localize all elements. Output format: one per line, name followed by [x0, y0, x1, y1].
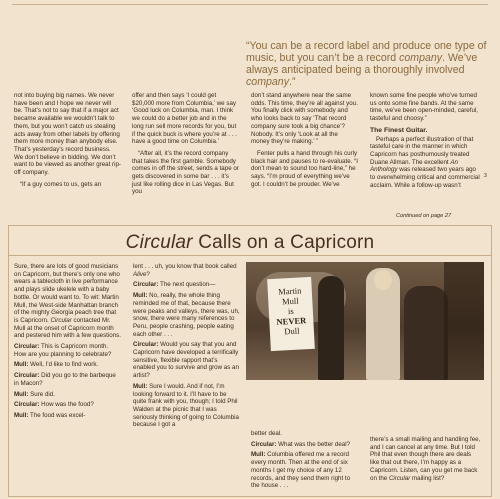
pull-quote: “You can be a record label and produce one type of music, but you can’t be a record company. We’ve always anticipated being a thoroughly involved company.” — [246, 40, 487, 88]
article-column-4 — [370, 92, 482, 193]
box-title-divider — [8, 255, 492, 256]
page-number: 3 — [484, 173, 487, 179]
paragraph: “After all, it’s the record company that takes the first gamble. Somebody comes in off the street, sends a tape or gets discovered in some bar . . . it’s just like rolling dice in Las Vegas. But you — [132, 149, 239, 196]
paragraph: offer and then says ‘I could get $20,000 more from Columbia,’ we say ‘Good luck on Columbia, man. I think we could do a better job and in the long run sell more records for you, but if the quick buck is where you’re at . . . have a good time on Columbia.’ — [132, 92, 237, 146]
section-heading: The Finest Guitar. — [370, 126, 428, 134]
interview-column-4: there’s a small mailing and handling fee, and I can cancel at any time. But I told Phil that even though there are deals like that out there, I’m happy as a Capricorn. Listen, can you get me back on the Circular mailing list? — [370, 436, 481, 482]
interview-column-1: Sure, there are lots of good musicians on Capricorn, but there’s only one who wears a tablecloth in live performance and plays slide ukelele with a baby bottle. Or would want to. To wit: Martin Mull, the West-side Manhattan branch of the mighty Georgia peach tree that is Capricorn. Circular contacted Mr. Mull at the onset of Capricorn month and pestered him with a few questions. Circular: This is Capricorn month. How are you planning to celebrate? Mull: Well, I’d like to find work. Circular: Did you go to the barbeque in Macon? Mull: Sure did. Circular: How was the food? Mull: The food was excel- — [14, 263, 121, 419]
interview-column-2: lent . . . uh, you know that book called Alive? Circular: The next question— Mull: No, really, the whole thing reminded me of that, because there were peaks and valleys, there was, uh, snow, there were many references to Peru, people crashing, people eating each other . . . Circular: Would you say that you and Capricorn have developed a terrifically sensitive, flexible rapport that’s enabled you to survive and grow as an artist? Mull: Sure I would. And if not, I’m looking forward to it. I’ll have to be quite frank with you, though; I told Phil Walden at the picnic that I was seriously thinking of going to Columbia because I got a — [133, 263, 240, 429]
interview-column-3: better deal. Circular: What was the better deal? Mull: Columbia offered me a record every month. Then at the end of six months I get my choice of any 12 records, and they send them right to the house . . . — [251, 430, 351, 490]
article-column-3 — [251, 92, 358, 192]
paragraph: Perhaps a perfect illustration of that tasteful care in the manner in which Capricorn has posthumously treated Duane Allman. The excellent An Anthology was released two years ago to overwhelming critical and commercial acclaim. While a follow-up wasn’t — [370, 135, 480, 189]
paragraph: “If a guy comes to us, gets an — [20, 180, 102, 188]
paragraph: not into buying big names. We never have been and I hope we never will be. That’s not to say that if a major act became available we wouldn’t talk to them, but you won’t catch us stealing acts away from other labels by offering them more money than anybody else. That’s yesterday’s record business. We don’t believe in bidding. We don’t want to be viewed as another great rip-off company. — [14, 92, 121, 177]
top-divider — [12, 4, 488, 5]
article-column-2 — [132, 92, 239, 200]
photo-martin-mull — [246, 262, 484, 380]
article-column-1 — [14, 92, 121, 192]
photo-sign: Martin Mull is NEVER Dull — [267, 277, 315, 351]
continued-note: Continued on page 27 — [396, 213, 452, 219]
paragraph: don’t stand anywhere near the same odds. This time, they’re all against you. You finally click with somebody and who looks back to say ‘That record company sure took a big chance’? Nobody. It’s only ‘Look at all the money they’re making.’ ” — [251, 92, 358, 146]
box-title: Circular Calls on a Capricorn — [125, 232, 375, 253]
paragraph: known some fine people who’ve turned us onto some fine bands. At the same time, we’ve been open-minded, careful, tasteful and choosy.” — [370, 92, 478, 123]
paragraph: Fenter pulls a hand through his curly black hair and pauses to re-evaluate. “I don’t mean to sound too hard-line,” he says. “I’m proud of everything we’ve got. I couldn’t be prouder. We’ve — [251, 149, 358, 188]
